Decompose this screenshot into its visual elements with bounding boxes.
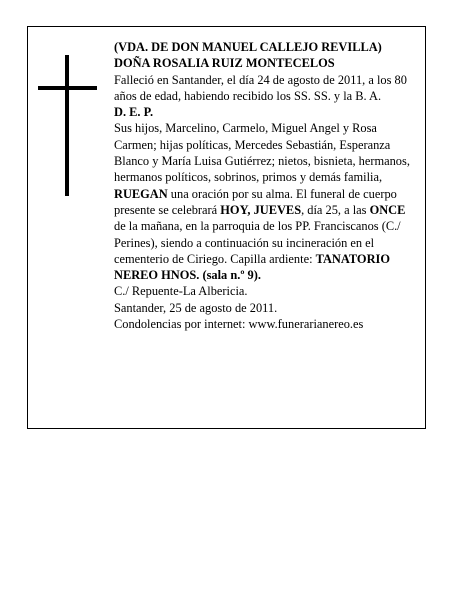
death-details: Falleció en Santander, el día 24 de agosto de 2011, a los 80 años de edad, habiendo recibido los SS. SS. y la B. A. xyxy=(114,72,407,103)
deceased-name: DOÑA ROSALIA RUIZ MONTECELOS xyxy=(114,56,335,71)
widow-of-line: (VDA. DE DON MANUEL CALLEJO REVILLA) xyxy=(114,40,382,54)
funeral-paragraph xyxy=(114,186,419,284)
cross-icon-crossbar xyxy=(38,86,97,90)
notice-date: Santander, 25 de agosto de 2011. xyxy=(114,300,278,315)
condolences-line: Condolencias por internet: www.funerarianereo.es xyxy=(114,317,364,332)
funeral-text-part3: de la mañana, en la parroquia de los PP. Franciscanos (C./ Perines), siendo a continuación su incineración en el cementerio de Ciriego. Capilla ardiente: xyxy=(114,219,401,266)
funeral-day: HOY, JUEVES xyxy=(220,202,302,217)
obituary-text-block xyxy=(114,39,419,332)
funeral-home-name: TANATORIO NEREO HNOS. (sala n.º 9). xyxy=(114,251,390,283)
funeral-hour: ONCE xyxy=(369,202,406,217)
rip-line: D. E. P. xyxy=(114,105,154,120)
funeral-text-part1: una oración por su alma. El funeral de cuerpo presente se celebrará xyxy=(114,186,397,217)
family-list: Sus hijos, Marcelino, Carmelo, Miguel Angel y Rosa Carmen; hijas políticas, Mercedes Sebastián, Esperanza Blanco y María Luisa Gutiérrez; nietos, bisnieta, hermanos, hermanos políticos, sobrinos, primos y demás familia, xyxy=(114,121,410,185)
cross-icon xyxy=(65,55,69,196)
ruegan-word: RUEGAN xyxy=(114,186,168,201)
funeral-home-address: C./ Repuente-La Albericia. xyxy=(114,284,248,299)
funeral-text-part2: , día 25, a las xyxy=(301,202,370,217)
